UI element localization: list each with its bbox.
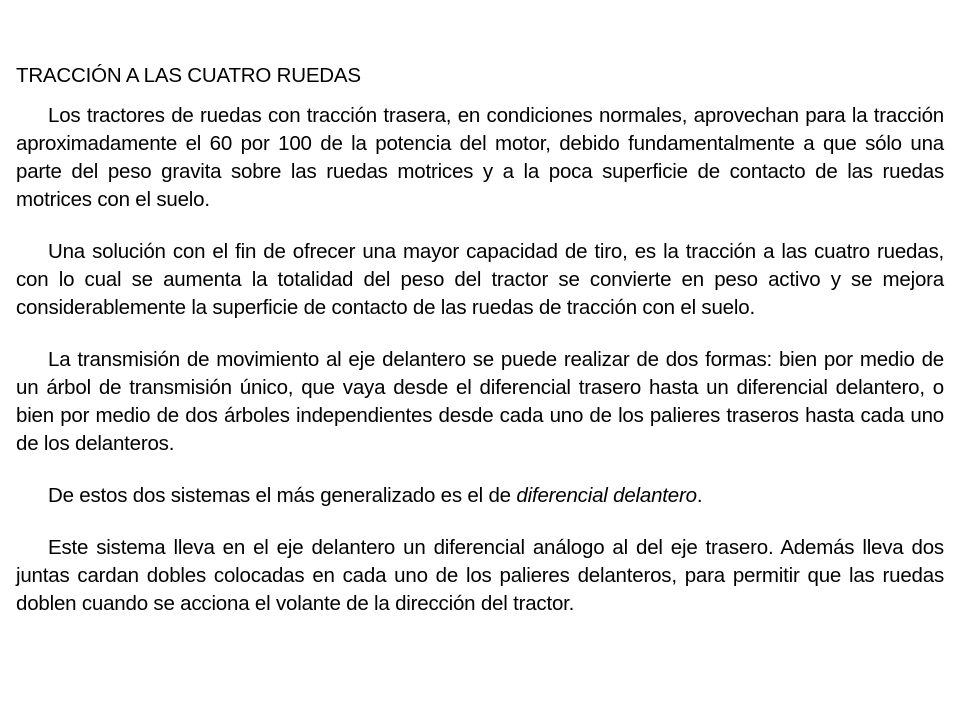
- document-page: [16, 62, 944, 642]
- document-title: TRACCIÓN A LAS CUATRO RUEDAS: [16, 64, 361, 87]
- paragraph-traccion-trasera: Los tractores de ruedas con tracción trasera, en condiciones normales, aprovechan para la tracción aproximadamente el 60 por 100 de la potencia del motor, debido fundamentalmente a que sólo una parte del peso gravita sobre las ruedas motrices y a la poca superficie de contacto de las ruedas motrices con el suelo.: [16, 104, 944, 211]
- paragraph-transmision-eje-delantero: La transmisión de movimiento al eje delantero se puede realizar de dos formas: bien por medio de un árbol de transmisión único, que vaya desde el diferencial trasero hasta un diferencial delantero, o bien por medio de dos árboles independientes desde cada uno de los palieres traseros hasta cada uno de los delanteros.: [16, 348, 944, 455]
- paragraph-sistemas: [16, 482, 944, 510]
- paragraph-solucion-cuatro-ruedas: Una solución con el fin de ofrecer una mayor capacidad de tiro, es la tracción a las cuatro ruedas, con lo cual se aumenta la totalidad del peso del tractor se convierte en peso activo y se mejora considerablemente la superficie de contacto de las ruedas de tracción con el suelo.: [16, 240, 944, 319]
- systems-sentence-text: De estos dos sistemas el más generalizado es el de: [48, 484, 517, 507]
- systems-sentence-emphasis: diferencial delantero: [516, 484, 697, 507]
- systems-sentence-end: .: [696, 484, 703, 507]
- paragraph-sistema-diferencial: Este sistema lleva en el eje delantero un diferencial análogo al del eje trasero. Además lleva dos juntas cardan dobles colocadas en cada uno de los palieres delanteros, para permitir que las ruedas doblen cuando se acciona el volante de la dirección del tractor.: [16, 536, 944, 615]
